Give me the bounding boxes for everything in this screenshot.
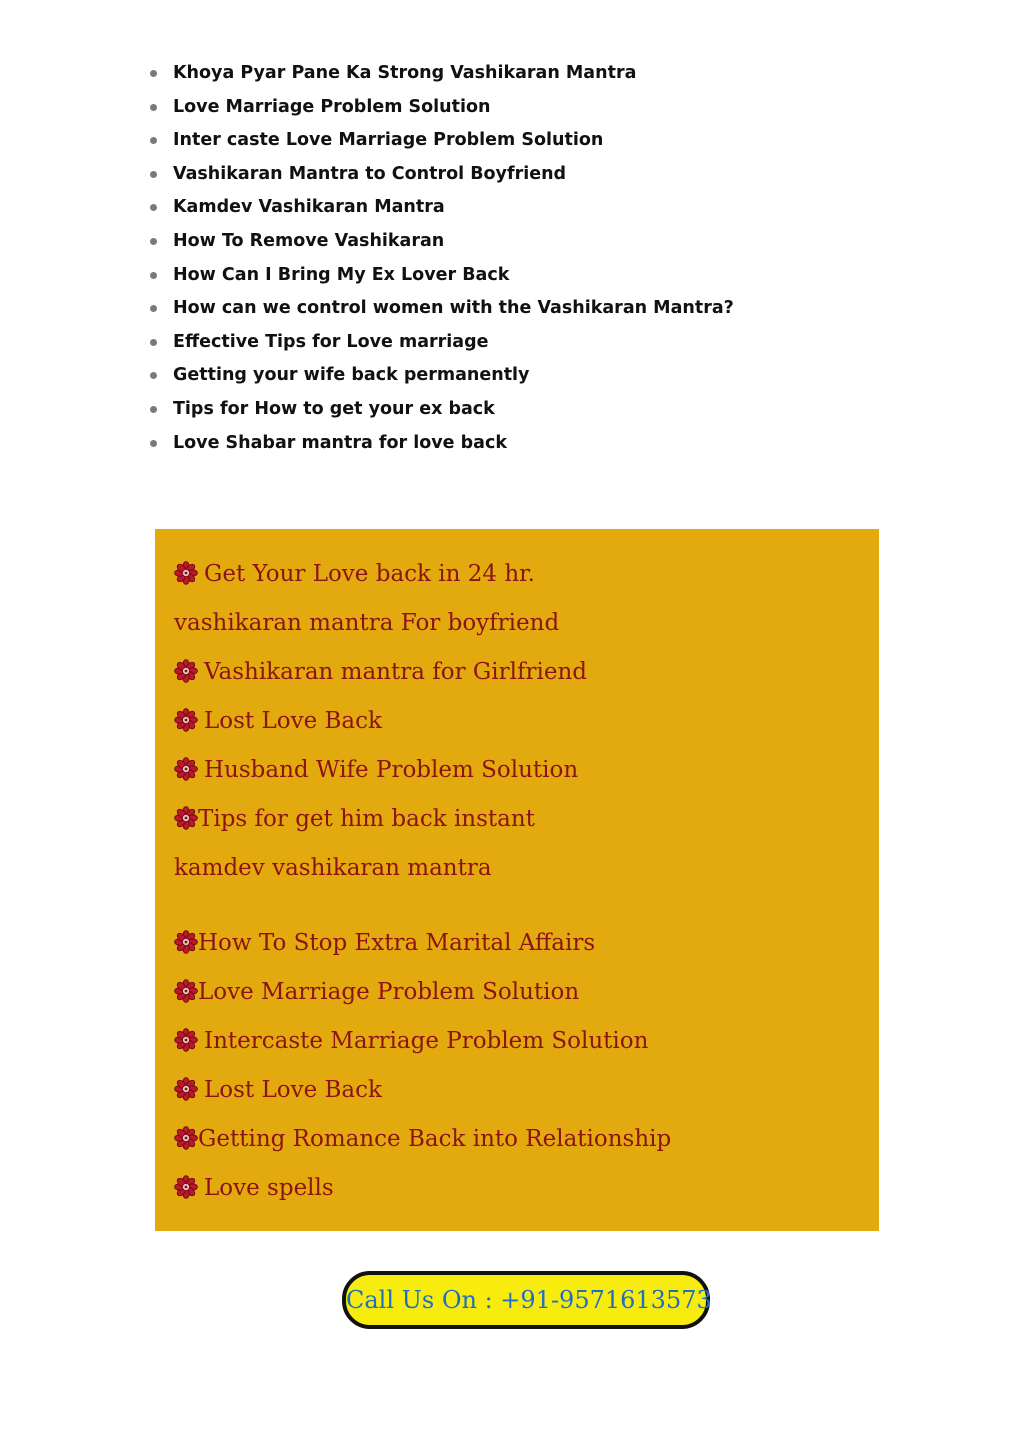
flower-icon: [174, 1175, 198, 1199]
service-line-label: Lost Love Back: [204, 708, 382, 734]
service-line: [174, 925, 595, 961]
service-line: [174, 974, 579, 1010]
service-line-label: Vashikaran mantra for Girlfriend: [204, 659, 588, 685]
list-item-label: Getting your wife back permanently: [173, 365, 530, 386]
list-item-label: How Can I Bring My Ex Lover Back: [173, 264, 510, 285]
service-line-label: vashikaran mantra For boyfriend: [174, 610, 560, 636]
flower-icon: [174, 757, 198, 781]
flower-icon-slot: [174, 708, 204, 734]
service-line: [174, 752, 578, 788]
list-item[interactable]: [150, 326, 734, 360]
bullet-icon: [150, 339, 157, 346]
service-line: [174, 1170, 334, 1206]
flower-icon: [174, 1126, 198, 1150]
list-item[interactable]: [150, 158, 734, 192]
bullet-icon: [150, 372, 157, 379]
service-line-label: kamdev vashikaran mantra: [174, 855, 492, 881]
service-line: [174, 1072, 382, 1108]
list-item[interactable]: [150, 91, 734, 125]
list-item-label: Effective Tips for Love marriage: [173, 331, 489, 352]
flower-icon-slot: [174, 561, 204, 587]
list-item-label: Kamdev Vashikaran Mantra: [173, 197, 445, 218]
list-item[interactable]: [150, 191, 734, 225]
service-line: [174, 801, 535, 837]
service-line-label: Intercaste Marriage Problem Solution: [204, 1028, 649, 1054]
bullet-icon: [150, 305, 157, 312]
list-item-label: How can we control women with the Vashikaran Mantra?: [173, 298, 734, 319]
bullet-icon: [150, 104, 157, 111]
flower-icon-slot: [174, 930, 198, 956]
list-item[interactable]: [150, 427, 734, 461]
bullet-icon: [150, 272, 157, 279]
call-us-button[interactable]: Call Us On : +91-9571613573: [342, 1271, 710, 1329]
flower-icon: [174, 930, 198, 954]
flower-icon: [174, 1028, 198, 1052]
list-item[interactable]: [150, 225, 734, 259]
list-item[interactable]: [150, 359, 734, 393]
flower-icon-slot: [174, 1077, 204, 1103]
list-item-label: Vashikaran Mantra to Control Boyfriend: [173, 163, 567, 184]
bullet-icon: [150, 171, 157, 178]
service-line-label: Tips for get him back instant: [198, 806, 535, 832]
service-line-label: Get Your Love back in 24 hr.: [204, 561, 535, 587]
service-line: [174, 605, 559, 641]
bullet-icon: [150, 204, 157, 211]
service-line-label: Love spells: [204, 1175, 334, 1201]
bullet-icon: [150, 70, 157, 77]
service-line-label: How To Stop Extra Marital Affairs: [198, 930, 596, 956]
flower-icon: [174, 979, 198, 1003]
list-item[interactable]: [150, 259, 734, 293]
service-line: [174, 654, 587, 690]
flower-icon-slot: [174, 806, 198, 832]
list-item[interactable]: [150, 393, 734, 427]
service-line-label: Love Marriage Problem Solution: [198, 979, 580, 1005]
service-line: [174, 850, 492, 886]
list-item-label: Inter caste Love Marriage Problem Solution: [173, 130, 604, 151]
bullet-icon: [150, 137, 157, 144]
list-item[interactable]: [150, 292, 734, 326]
service-line: [174, 1121, 671, 1157]
bullet-icon: [150, 440, 157, 447]
flower-icon-slot: [174, 1028, 204, 1054]
flower-icon-slot: [174, 659, 204, 685]
list-item-label: Khoya Pyar Pane Ka Strong Vashikaran Mantra: [173, 63, 637, 83]
flower-icon: [174, 561, 198, 585]
service-line-label: Husband Wife Problem Solution: [204, 757, 579, 783]
bullet-icon: [150, 406, 157, 413]
flower-icon-slot: [174, 757, 204, 783]
list-item-label: Tips for How to get your ex back: [173, 398, 495, 419]
bullet-icon: [150, 238, 157, 245]
service-line: [174, 703, 382, 739]
service-line-label: Getting Romance Back into Relationship: [198, 1126, 672, 1152]
flower-icon-slot: [174, 979, 198, 1005]
list-item[interactable]: [150, 57, 734, 91]
flower-icon: [174, 806, 198, 830]
flower-icon-slot: [174, 1126, 198, 1152]
flower-icon: [174, 1077, 198, 1101]
service-line: [174, 1023, 648, 1059]
flower-icon: [174, 708, 198, 732]
list-item[interactable]: [150, 124, 734, 158]
list-item-label: Love Shabar mantra for love back: [173, 432, 507, 453]
list-item-label: Love Marriage Problem Solution: [173, 96, 491, 117]
service-line-label: Lost Love Back: [204, 1077, 382, 1103]
flower-icon-slot: [174, 1175, 204, 1201]
list-item-label: How To Remove Vashikaran: [173, 230, 445, 251]
flower-icon: [174, 659, 198, 683]
link-list: [150, 57, 734, 460]
service-line: [174, 556, 535, 592]
